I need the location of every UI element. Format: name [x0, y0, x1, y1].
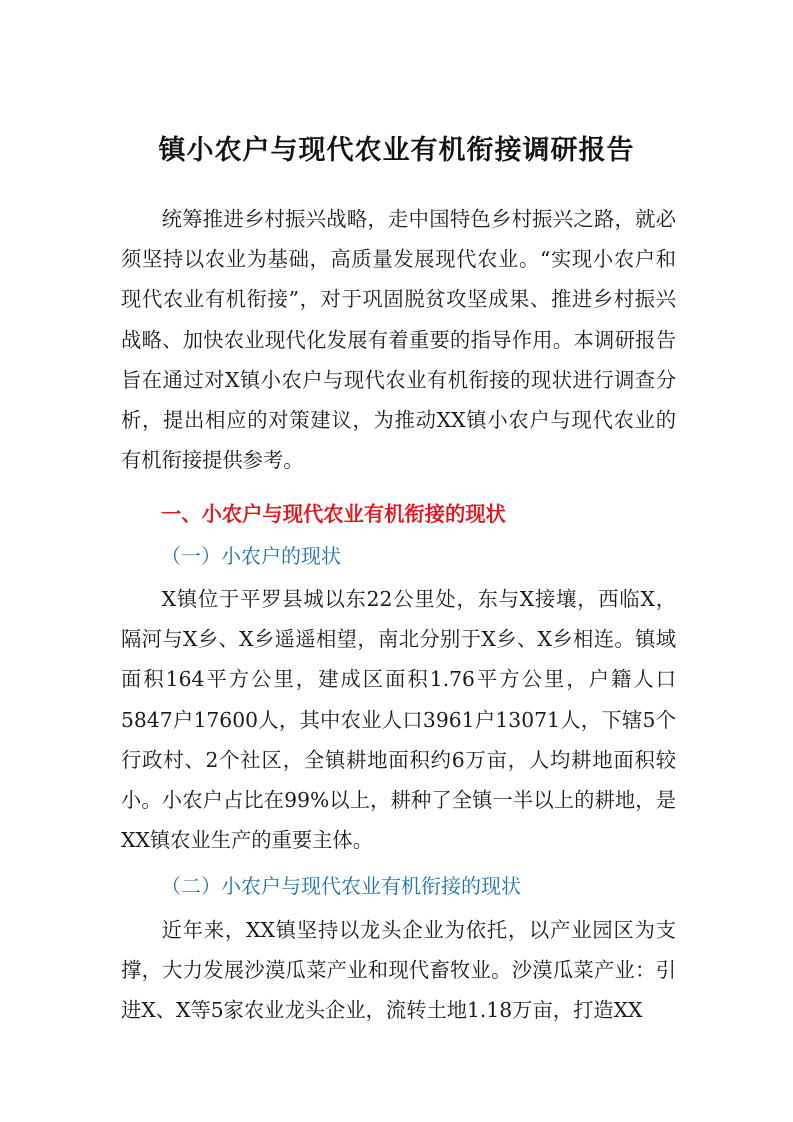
subsection-heading-smallholders: （一）小农户的现状 [161, 544, 341, 568]
integration-paragraph: 近年来，XX镇坚持以龙头企业为依托，以产业园区为支撑，大力发展沙漠瓜菜产业和现代畜牧业。沙漠瓜菜产业：引进X、X等5家农业龙头企业，流转土地1.18万亩，打造XX [121, 918, 676, 1023]
intro-paragraph: 统筹推进乡村振兴战略，走中国特色乡村振兴之路，就必须坚持以农业为基础，高质量发展现代农业。“实现小农户和现代农业有机衔接”，对于巩固脱贫攻坚成果、推进乡村振兴战略、加快农业现代化发展有着重要的指导作用。本调研报告旨在通过对X镇小农户与现代农业有机衔接的现状进行调查分析，提出相应的对策建议，为推动XX镇小农户与现代农业的有机衔接提供参考。 [121, 207, 676, 473]
document-title: 镇小农户与现代农业有机衔接调研报告 [158, 135, 635, 166]
smallholders-paragraph: X镇位于平罗县城以东22公里处，东与X接壤，西临X，隔河与X乡、X乡遥遥相望，南北分别于X乡、X乡相连。镇域面积164平方公里，建成区面积1.76平方公里，户籍人口5847户17600人，其中农业人口3961户13071人，下辖5个行政村、2个社区，全镇耕地面积约6万亩，人均耕地面积较小。小农户占比在99%以上，耕种了全镇一半以上的耕地，是XX镇农业生产的重要主体。 [121, 587, 676, 853]
section-heading-status: 一、小农户与现代农业有机衔接的现状 [161, 502, 506, 526]
subsection-heading-integration: （二）小农户与现代农业有机衔接的现状 [161, 874, 521, 898]
